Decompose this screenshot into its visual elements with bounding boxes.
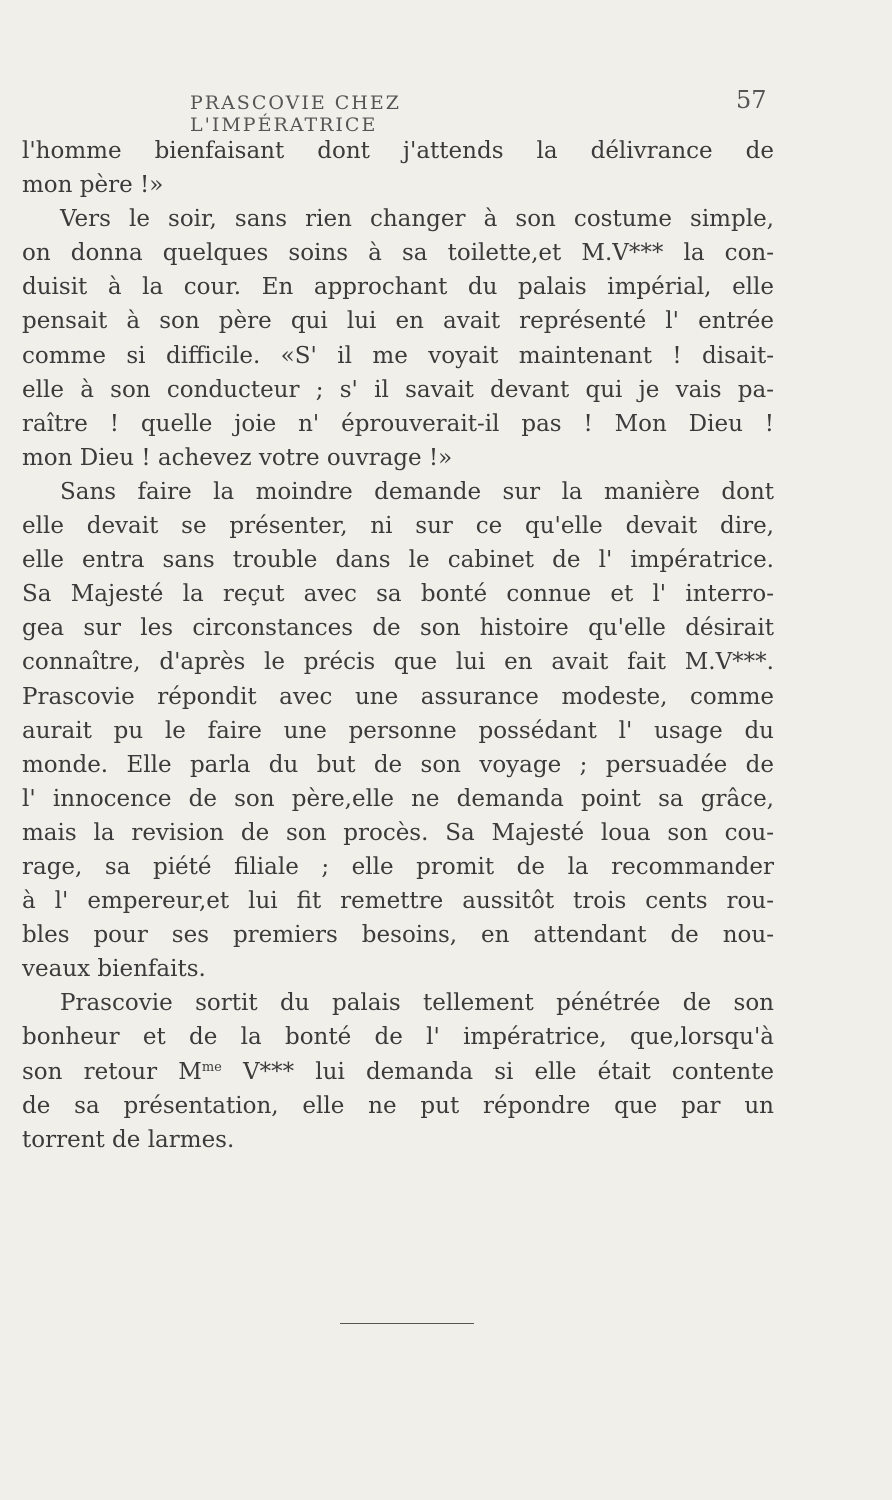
text-line: mais la revision de son procès. Sa Majesté loua son cou- — [22, 819, 774, 846]
text-line: veaux bienfaits. — [22, 956, 206, 983]
text-line: connaître, d'après le précis que lui en avait fait M.V***. — [22, 649, 774, 676]
text-line: gea sur les circonstances de son histoire qu'elle désirait — [22, 615, 774, 642]
superscript: me — [201, 1059, 222, 1075]
text-line: pensait à son père qui lui en avait représenté l' entrée — [22, 308, 774, 335]
text-line: elle devait se présenter, ni sur ce qu'elle devait dire, — [22, 513, 774, 540]
text-line: monde. Elle parla du but de son voyage ; persuadée de — [22, 751, 774, 778]
text-line-with-superscript — [22, 1055, 774, 1089]
text-line: Sa Majesté la reçut avec sa bonté connue et l' interro- — [22, 581, 774, 608]
text-line: mon Dieu ! achevez votre ouvrage !» — [22, 444, 453, 471]
text-line: l'homme bienfaisant dont j'attends la délivrance de — [22, 138, 774, 164]
text-line: à l' empereur,et lui fit remettre aussitôt trois cents rou- — [22, 888, 774, 915]
text-line: rage, sa piété filiale ; elle promit de la recommander — [22, 853, 774, 880]
text-line: on donna quelques soins à sa toilette,et M.V*** la con- — [22, 240, 774, 267]
text-line: Vers le soir, sans rien changer à son costume simple, — [60, 206, 774, 233]
text-line: aurait pu le faire une personne possédant l' usage du — [22, 717, 774, 744]
text-line: bonheur et de la bonté de l' impératrice, que,lorsqu'à — [22, 1024, 774, 1051]
line-part: V*** lui demanda si elle était contente — [221, 1058, 774, 1085]
text-line: mon père !» — [22, 172, 164, 199]
line-part: son retour M — [22, 1058, 202, 1085]
text-line: elle à son conducteur ; s' il savait devant qui je vais pa- — [22, 376, 774, 403]
text-line: bles pour ses premiers besoins, en attendant de nou- — [22, 922, 774, 949]
text-line: l' innocence de son père,elle ne demanda point sa grâce, — [22, 785, 774, 812]
end-rule — [340, 1323, 474, 1324]
text-line: Prascovie répondit avec une assurance modeste, comme — [22, 683, 774, 710]
page-number: 57 — [736, 86, 767, 114]
body-text — [22, 134, 774, 1157]
text-line: torrent de larmes. — [22, 1126, 235, 1153]
text-line: comme si difficile. «S' il me voyait maintenant ! disait- — [22, 342, 774, 369]
text-line: raître ! quelle joie n' éprouverait-il pas ! Mon Dieu ! — [22, 410, 774, 437]
running-head: PRASCOVIE CHEZ L'IMPÉRATRICE — [190, 92, 401, 136]
text-line: elle entra sans trouble dans le cabinet de l' impératrice. — [22, 547, 774, 574]
text-line: Prascovie sortit du palais tellement pénétrée de son — [60, 990, 774, 1017]
text-line: duisit à la cour. En approchant du palais impérial, elle — [22, 274, 774, 301]
text-line: de sa présentation, elle ne put répondre que par un — [22, 1092, 774, 1119]
text-line: Sans faire la moindre demande sur la manière dont — [60, 478, 774, 505]
